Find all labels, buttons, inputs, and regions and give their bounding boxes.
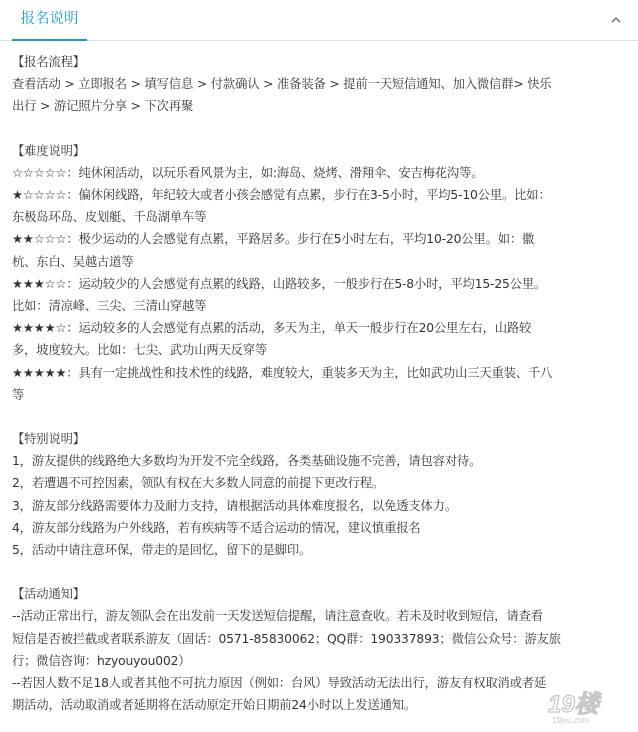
text-line: 东极岛环岛、皮划艇、千岛湖单车等 <box>12 210 207 225</box>
text-line: 3，游友部分线路需要体力及耐力支持，请根据活动具体难度报名，以免透支体力。 <box>12 498 457 513</box>
registration-notes-content <box>12 51 632 716</box>
section-difficulty <box>12 140 632 406</box>
text-line: 行；微信咨询：hzyouyou002） <box>12 653 191 668</box>
text-line: 1，游友提供的线路绝大多数均为开发不完全线路，各类基础设施不完善，请包容对待。 <box>12 454 482 469</box>
text-line: ★★★★☆：运动较多的人会感觉有点累的活动，多天为主，单天一般步行在20公里左右，山路较 <box>12 321 532 336</box>
section-title: 【活动通知】 <box>12 587 85 602</box>
section-title: 【难度说明】 <box>12 143 85 158</box>
text-line: ☆☆☆☆☆：纯休闲活动，以玩乐看风景为主，如:海岛、烧烤、滑翔伞、安吉梅花沟等。 <box>12 165 484 180</box>
watermark-site-text: 19lou.com <box>552 716 589 725</box>
19lou-logo-icon <box>538 688 633 726</box>
text-line: 比如：清凉峰、三尖、三清山穿越等 <box>12 299 207 314</box>
section-special-notes <box>12 428 632 561</box>
text-line: --活动正常出行，游友领队会在出发前一天发送短信提醒，请注意查收。若未及时收到短信，请查看 <box>12 609 543 624</box>
text-line: 等 <box>12 387 25 402</box>
text-line: ★★☆☆☆：极少运动的人会感觉有点累，平路居多。步行在5小时左右，平均10-20公里。如：徽 <box>12 232 535 247</box>
text-line: 2，若遭遇不可控因素，领队有权在大多数人同意的前提下更改行程。 <box>12 476 385 491</box>
text-line: --若因人数不足18人或者其他不可抗力原因（例如：台风）导致活动无法出行，游友有权取消或者延 <box>12 676 547 691</box>
text-line: 4，游友部分线路为户外线路，若有疾病等不适合运动的情况，建议慎重报名 <box>12 520 421 535</box>
section-title: 【报名流程】 <box>12 55 85 69</box>
tab-registration-notes[interactable]: 报名说明 <box>12 0 87 41</box>
text-line: 多，坡度较大。比如：七尖、武功山两天反穿等 <box>12 343 268 358</box>
text-line: ★☆☆☆☆：偏休闲线路，年纪较大或者小孩会感觉有点累，步行在3-5小时，平均5-10公里。比如： <box>12 188 551 203</box>
text-line: 出行 > 游记照片分享 > 下次再聚 <box>12 99 194 114</box>
text-line: 期活动，活动取消或者延期将在活动原定开始日期前24小时以上发送通知。 <box>12 698 417 713</box>
text-line: 杭、东白、吴越古道等 <box>12 254 134 269</box>
text-line: 5，活动中请注意环保，带走的是回忆，留下的是脚印。 <box>12 543 312 558</box>
text-line: ★★★★★：具有一定挑战性和技术性的线路，难度较大，重装多天为主，比如武功山三天重装、千八 <box>12 365 553 380</box>
section-registration-process <box>12 51 632 118</box>
chevron-up-icon[interactable] <box>608 12 624 28</box>
text-line: 短信是否被拦截或者联系游友（固话：0571-85830062；QQ群：190337893；微信公众号：游友旅 <box>12 631 561 646</box>
watermark-logo-text: 19楼 <box>548 691 599 718</box>
text-line: ★★★☆☆：运动较少的人会感觉有点累的线路，山路较多，一般步行在5-8小时，平均15-25公里。 <box>12 276 547 291</box>
section-header <box>0 0 638 41</box>
section-title: 【特别说明】 <box>12 432 85 447</box>
text-line: 查看活动 > 立即报名 > 填写信息 > 付款确认 > 准备装备 > 提前一天短信通知、加入微信群> 快乐 <box>12 77 552 92</box>
